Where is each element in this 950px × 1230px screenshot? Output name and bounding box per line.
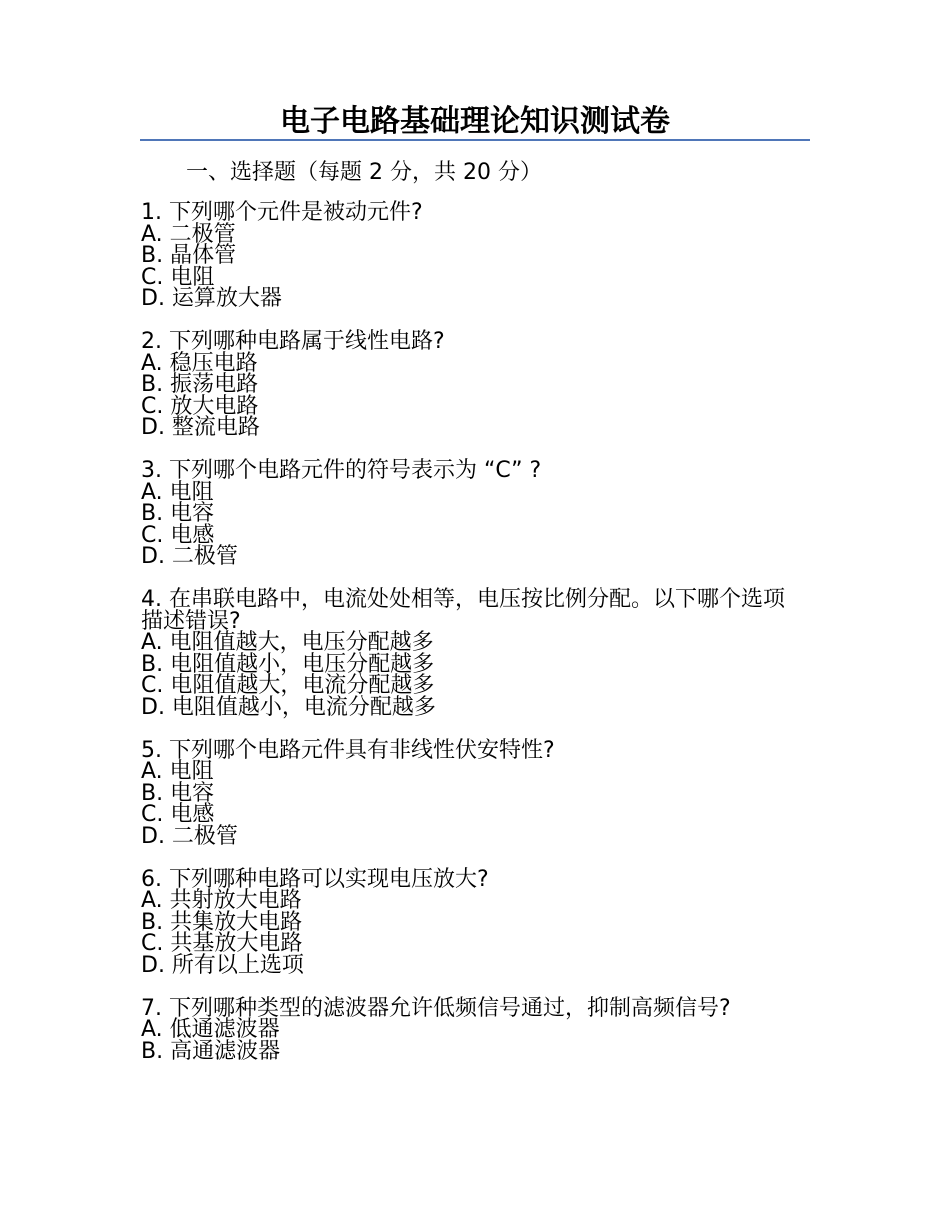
option-a: A. 电阻 <box>141 759 214 784</box>
option-a: A. 稳压电路 <box>141 350 258 376</box>
question-5 <box>141 737 801 849</box>
option-c: C. 电阻 <box>141 264 215 290</box>
option-a: A. 共射放大电路 <box>141 888 302 913</box>
option-b: B. 晶体管 <box>141 243 237 268</box>
option-c: C. 电感 <box>141 522 215 548</box>
question-text: 5. 下列哪个电路元件具有非线性伏安特性? <box>141 737 555 763</box>
question-4 <box>141 589 801 718</box>
option-b: B. 电容 <box>141 501 215 526</box>
option-d: D. 二极管 <box>141 544 238 569</box>
option-a: A. 低通滤波器 <box>141 1017 280 1042</box>
option-b: B. 电阻值越小，电压分配越多 <box>141 651 435 677</box>
title-underline <box>140 139 810 141</box>
question-3 <box>141 460 801 568</box>
question-text: 6. 下列哪种电路可以实现电压放大? <box>141 866 489 892</box>
option-a: A. 电阻 <box>141 479 214 505</box>
option-b: B. 共集放大电路 <box>141 909 303 935</box>
option-b: B. 电容 <box>141 780 215 806</box>
question-6 <box>141 866 801 978</box>
question-text: 2. 下列哪种电路属于线性电路? <box>141 329 445 354</box>
option-d: D. 整流电路 <box>141 415 260 440</box>
question-7 <box>141 995 801 1064</box>
option-d: D. 所有以上选项 <box>141 952 304 978</box>
question-text: 3. 下列哪个电路元件的符号表示为 “C” ? <box>141 458 542 483</box>
question-2 <box>141 331 801 439</box>
question-text: 1. 下列哪个元件是被动元件? <box>141 200 423 225</box>
section-heading: 一、选择题（每题 2 分，共 20 分） <box>186 160 542 185</box>
question-list <box>141 202 801 1084</box>
page-title: 电子电路基础理论知识测试卷 <box>280 104 670 139</box>
question-text: 7. 下列哪种类型的滤波器允许低频信号通过，抑制高频信号? <box>141 995 731 1021</box>
option-c: C. 放大电路 <box>141 393 259 419</box>
option-d: D. 二极管 <box>141 823 238 849</box>
option-b: B. 高通滤波器 <box>141 1038 281 1064</box>
option-a: A. 二极管 <box>141 221 236 247</box>
option-d: D. 运算放大器 <box>141 286 282 311</box>
option-d: D. 电阻值越小，电流分配越多 <box>141 694 436 720</box>
option-b: B. 振荡电路 <box>141 372 259 397</box>
option-c: C. 共基放大电路 <box>141 931 303 956</box>
question-1 <box>141 202 801 310</box>
option-c: C. 电感 <box>141 802 215 827</box>
option-a: A. 电阻值越大，电压分配越多 <box>141 630 434 655</box>
option-c: C. 电阻值越大，电流分配越多 <box>141 673 435 698</box>
question-text: 4. 在串联电路中，电流处处相等，电压按比例分配。以下哪个选项描述错误? <box>141 587 785 634</box>
